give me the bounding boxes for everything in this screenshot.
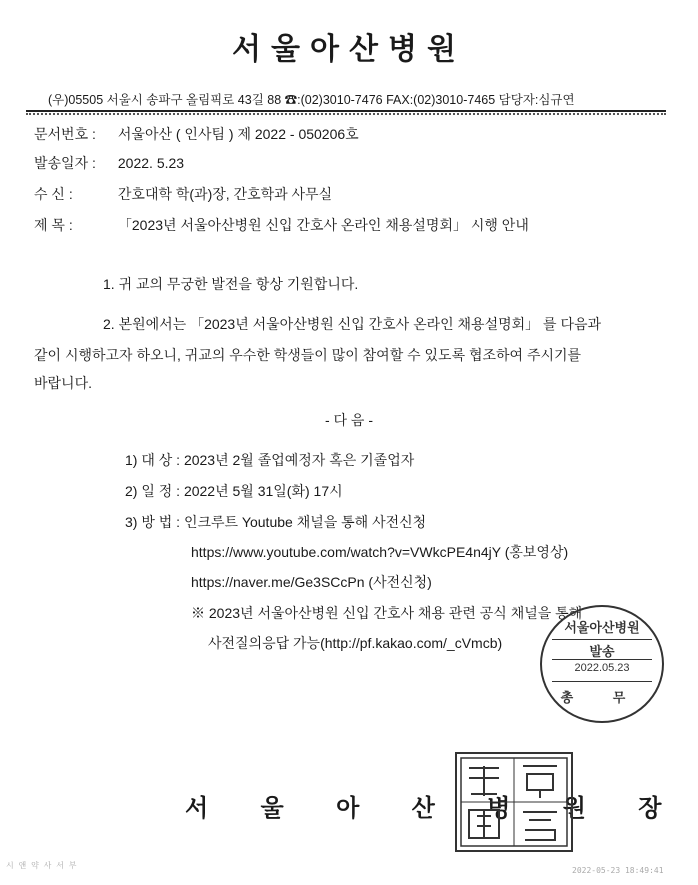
subject-value: 「2023년 서울아산병원 신입 간호사 온라인 채용설명회」 시행 안내 bbox=[117, 217, 529, 233]
youtube-link: https://www.youtube.com/watch?v=VWkcPE4n4jY (홍보영상) bbox=[191, 544, 569, 560]
naver-link: https://naver.me/Ge3SCcPn (사전신청) bbox=[191, 574, 432, 590]
dispatch-stamp bbox=[540, 605, 664, 723]
stamp-hospital-name: 서울아산병원 bbox=[564, 620, 640, 635]
item-method: 3) 방 법 : 인크루트 Youtube 채널을 통해 사전신청 bbox=[125, 514, 427, 530]
recipient-label: 수 신 : bbox=[34, 186, 73, 202]
send-date-value: 2022. 5.23 bbox=[117, 155, 185, 171]
item-target: 1) 대 상 : 2023년 2월 졸업예정자 혹은 기졸업자 bbox=[125, 452, 415, 468]
document-title: 서울아산병원 bbox=[232, 32, 466, 67]
paragraph-1: 1. 귀 교의 무궁한 발전을 항상 기원합니다. bbox=[103, 276, 359, 292]
item-schedule: 2) 일 정 : 2022년 5월 31일(화) 17시 bbox=[125, 483, 343, 499]
stamp-department: 총 무 bbox=[560, 690, 644, 705]
paragraph-2-line-2: 같이 시행하고자 하오니, 귀교의 우수한 학생들이 많이 참여할 수 있도록 협조하여 주시기를 bbox=[34, 347, 582, 363]
sender-name: 서 울 아 산 병 원 장 bbox=[185, 793, 684, 822]
send-date-label: 발송일자 : bbox=[34, 155, 96, 171]
note-line-1: ※ 2023년 서울아산병원 신입 간호사 채용 관련 공식 채널을 통해 bbox=[191, 605, 583, 621]
stamp-date: 2022.05.23 bbox=[574, 662, 630, 674]
scan-mark-left: 시 앤 약 사 서 부 bbox=[6, 861, 77, 870]
doc-number-row bbox=[34, 124, 359, 144]
stamp-label: 발송 bbox=[589, 644, 615, 659]
doc-number-value: 서울아산 ( 인사팀 ) 제 2022 - 050206호 bbox=[117, 126, 359, 142]
paragraph-2-line-3: 바랍니다. bbox=[34, 375, 92, 391]
header-dotted-rule bbox=[26, 113, 666, 115]
send-date-row bbox=[34, 153, 184, 173]
recipient-row bbox=[34, 184, 332, 204]
paragraph-2-line-1: 2. 본원에서는 「2023년 서울아산병원 신입 간호사 온라인 채용설명회」 를 다음과 bbox=[103, 316, 602, 332]
subject-label: 제 목 : bbox=[34, 217, 73, 233]
note-line-2: 사전질의응답 가능(http://pf.kakao.com/_cVmcb) bbox=[208, 635, 503, 651]
contact-line: (우)05505 서울시 송파구 올림픽로 43길 88 ☎:(02)3010-7476 FAX:(02)3010-7465 담당자:심규연 bbox=[48, 93, 575, 107]
header-rule bbox=[26, 110, 666, 112]
section-heading: - 다 음 - bbox=[324, 412, 374, 428]
official-seal-icon bbox=[455, 752, 573, 852]
scan-mark-right: 2022-05-23 18:49:41 bbox=[572, 866, 664, 875]
recipient-value: 간호대학 학(과)장, 간호학과 사무실 bbox=[117, 186, 333, 202]
doc-number-label: 문서번호 : bbox=[34, 126, 96, 142]
seal-graphic bbox=[457, 754, 571, 850]
subject-row bbox=[34, 215, 529, 235]
